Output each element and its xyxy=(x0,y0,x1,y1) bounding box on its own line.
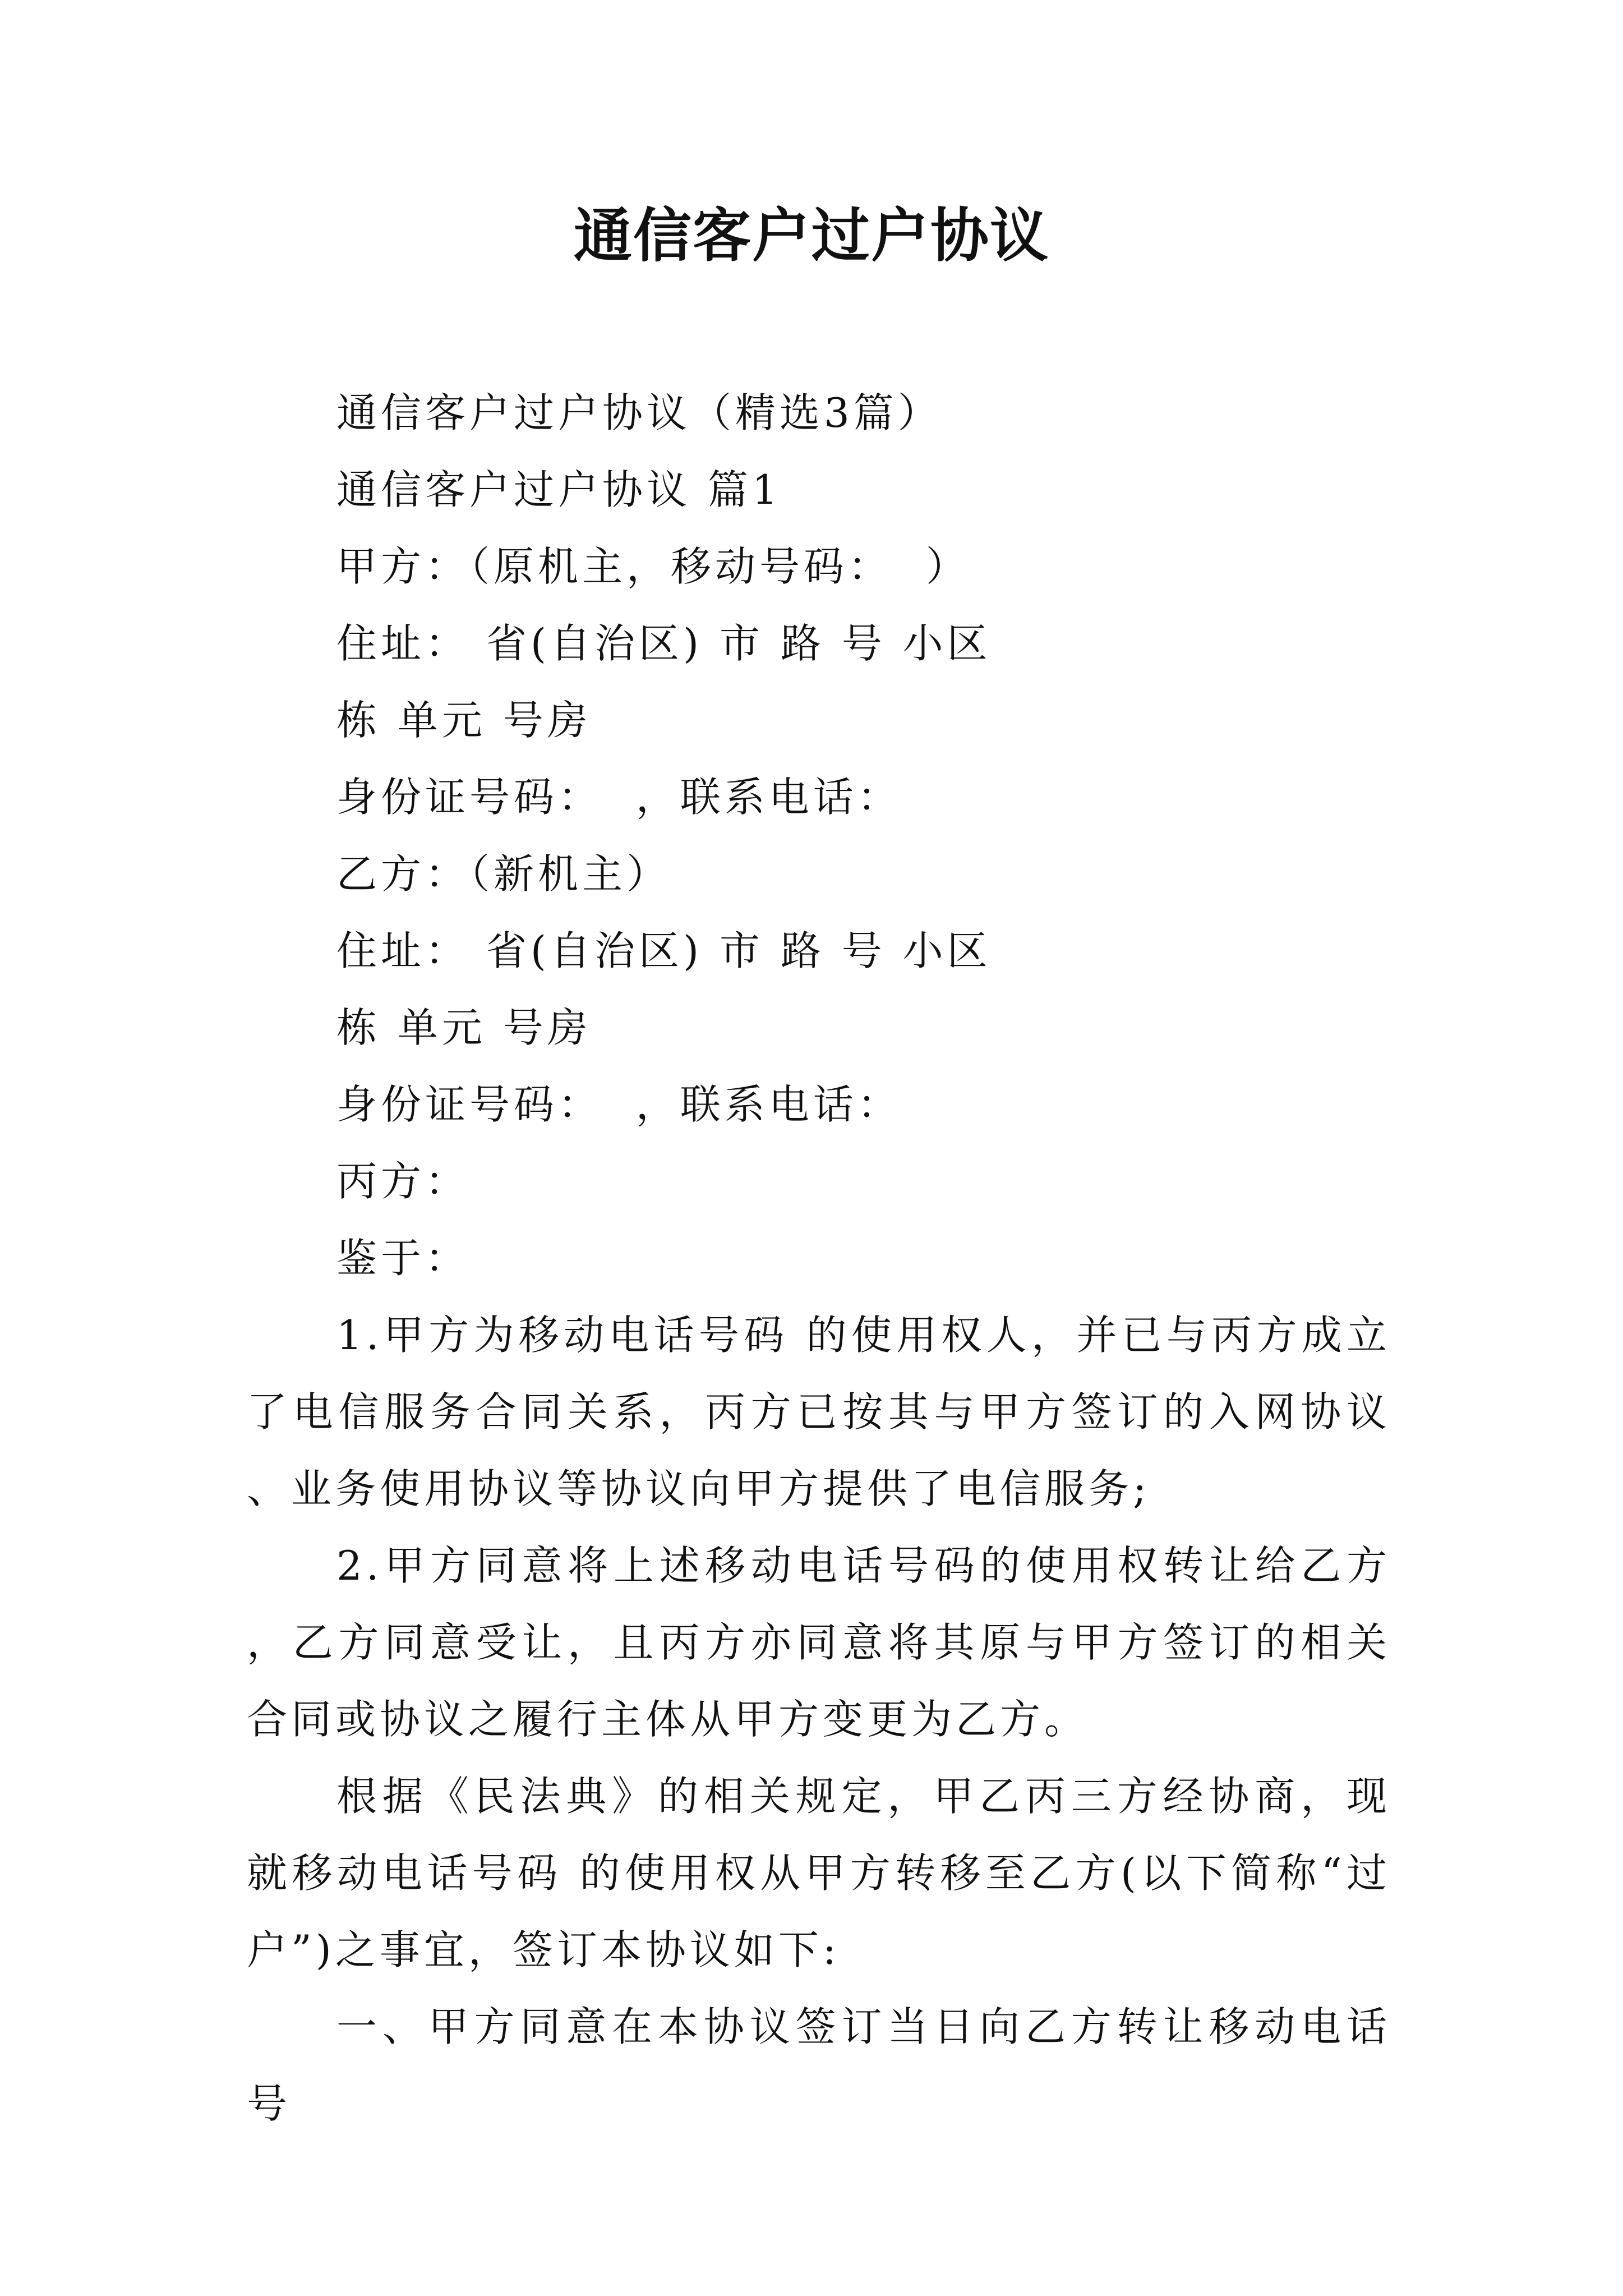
section-heading: 通信客户过户协议 篇1 xyxy=(336,466,782,513)
party-a-address-line: 住址： 省(自治区) 市 路 号 小区 xyxy=(336,620,992,667)
clause-one-paragraph: 一、甲方同意在本协议签订当日向乙方转让移动电话号 xyxy=(247,2003,1391,2127)
document-title: 通信客户过户协议 xyxy=(573,201,1049,270)
party-b-address-detail: 栋 单元 号房 xyxy=(336,1004,592,1051)
whereas-line: 鉴于： xyxy=(336,1235,470,1282)
party-c-line: 丙方： xyxy=(336,1158,470,1205)
party-a-line: 甲方：（原机主，移动号码： ） xyxy=(336,543,970,590)
basis-paragraph: 根据《民法典》的相关规定，甲乙丙三方经协商，现就移动电话号码 的使用权从甲方转移至乙方(以下简称“过户”)之事宜，签订本协议如下: xyxy=(247,1773,1391,1973)
recital-paragraph-1: 1.甲方为移动电话号码 的使用权人，并已与丙方成立了电信服务合同关系，丙方已按其与甲方签订的入网协议、业务使用协议等协议向甲方提供了电信服务; xyxy=(247,1312,1391,1512)
recital-paragraph-2: 2.甲方同意将上述移动电话号码的使用权转让给乙方，乙方同意受让，且丙方亦同意将其原与甲方签订的相关合同或协议之履行主体从甲方变更为乙方。 xyxy=(247,1542,1391,1743)
party-a-id-phone: 身份证号码： ，联系电话： xyxy=(336,774,902,821)
subtitle-line: 通信客户过户协议（精选3篇） xyxy=(336,389,942,436)
party-b-id-phone: 身份证号码： ，联系电话： xyxy=(336,1081,902,1128)
document-body xyxy=(247,375,1391,2142)
party-b-line: 乙方：（新机主） xyxy=(336,850,671,898)
party-b-address-line: 住址： 省(自治区) 市 路 号 小区 xyxy=(336,927,992,974)
party-a-address-detail: 栋 单元 号房 xyxy=(336,697,592,744)
